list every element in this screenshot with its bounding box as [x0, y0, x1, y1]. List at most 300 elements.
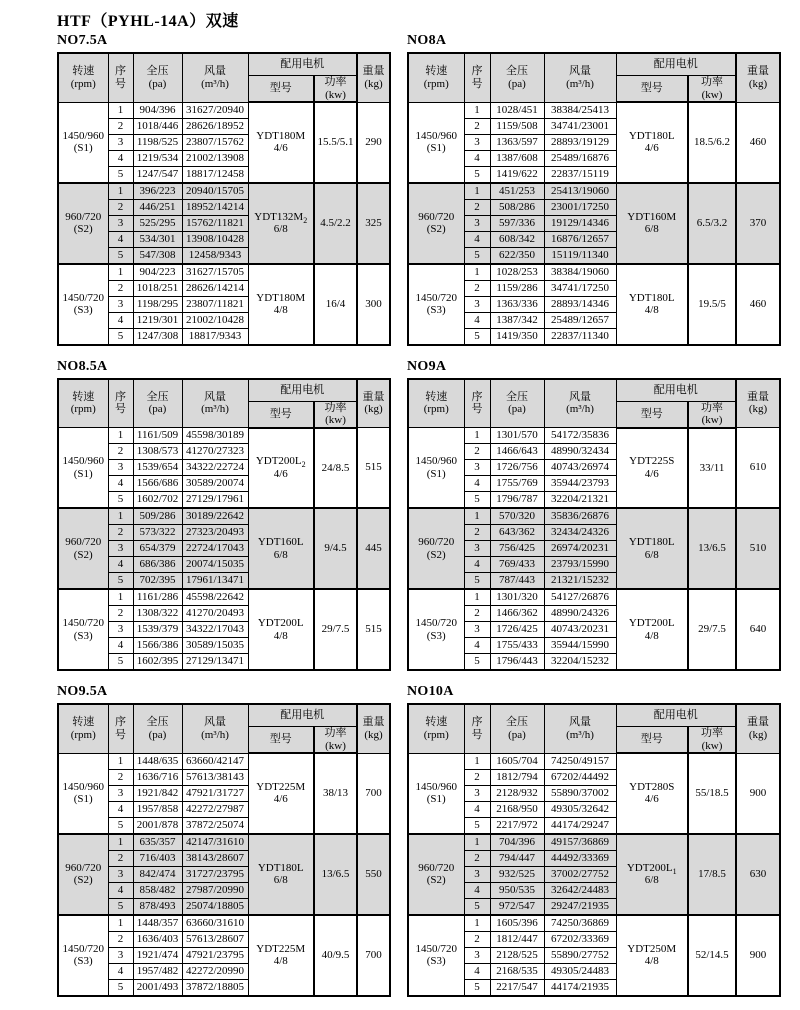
volume-cell: 25489/12657 — [544, 312, 616, 328]
volume-cell: 45598/22642 — [182, 589, 248, 606]
speed-cell: 1450/720 (S3) — [408, 589, 464, 670]
motor-poles: 4/6 — [644, 793, 659, 806]
seq-cell: 1 — [464, 508, 490, 525]
motor-model: YDT225M — [256, 780, 306, 793]
pressure-cell: 842/474 — [133, 866, 182, 882]
volume-cell: 18817/12458 — [182, 166, 248, 183]
pressure-cell: 1159/508 — [490, 118, 544, 134]
pressure-cell: 1301/320 — [490, 589, 544, 606]
weight-cell: 700 — [357, 753, 390, 834]
volume-cell: 28626/14214 — [182, 280, 248, 296]
seq-cell: 4 — [108, 231, 133, 247]
col-volume: 风量 (m³/h) — [182, 53, 248, 102]
seq-cell: 1 — [108, 915, 133, 932]
seq-cell: 3 — [464, 215, 490, 231]
pressure-cell: 1198/295 — [133, 296, 182, 312]
col-seq: 序 号 — [464, 53, 490, 102]
volume-cell: 74250/49157 — [544, 753, 616, 769]
pressure-cell: 1636/403 — [133, 931, 182, 947]
table-section — [407, 33, 795, 346]
seq-cell: 4 — [464, 638, 490, 654]
seq-cell: 5 — [464, 573, 490, 590]
col-model: 型号 — [616, 401, 688, 428]
weight-cell: 550 — [357, 834, 390, 915]
table-slot — [407, 52, 795, 346]
motor-cell — [616, 102, 688, 183]
motor-poles: 4/6 — [644, 142, 659, 155]
motor-cell — [248, 915, 314, 996]
motor-model: $YDT200L_2$ — [255, 455, 306, 470]
speed-cell: 1450/720 (S3) — [58, 915, 108, 996]
pressure-cell: 1419/622 — [490, 166, 544, 183]
volume-cell: 31727/23795 — [182, 866, 248, 882]
volume-cell: 27129/17961 — [182, 492, 248, 509]
motor-poles: 4/6 — [273, 142, 288, 155]
volume-cell: 54127/26876 — [544, 589, 616, 606]
col-weight: 重量 (kg) — [736, 379, 780, 428]
seq-cell: 1 — [108, 264, 133, 281]
motor-cell — [248, 753, 314, 834]
pressure-cell: 1726/425 — [490, 622, 544, 638]
volume-cell: 32642/24483 — [544, 882, 616, 898]
volume-cell: 31627/20940 — [182, 102, 248, 118]
table-row — [408, 753, 780, 769]
volume-cell: 38143/28607 — [182, 850, 248, 866]
volume-cell: 40743/20231 — [544, 622, 616, 638]
seq-cell: 3 — [108, 296, 133, 312]
table-header — [408, 53, 780, 102]
weight-cell: 300 — [357, 264, 390, 345]
volume-cell: 27129/13471 — [182, 654, 248, 671]
pressure-cell: 509/286 — [133, 508, 182, 525]
motor-poles: 4/8 — [273, 955, 288, 967]
col-seq: 序 号 — [464, 379, 490, 428]
speed-cell: 1450/960 (S1) — [58, 428, 108, 509]
pressure-cell: 1387/342 — [490, 312, 544, 328]
motor-cell — [616, 508, 688, 589]
volume-cell: 30589/15035 — [182, 638, 248, 654]
volume-cell: 63660/31610 — [182, 915, 248, 932]
col-weight: 重量 (kg) — [357, 53, 390, 102]
volume-cell: 42272/27987 — [182, 801, 248, 817]
power-cell: 29/7.5 — [314, 589, 357, 670]
volume-cell: 34741/17250 — [544, 280, 616, 296]
volume-cell: 22837/15119 — [544, 166, 616, 183]
volume-cell: 22837/11340 — [544, 328, 616, 345]
col-weight: 重量 (kg) — [357, 704, 390, 753]
volume-cell: 42272/20990 — [182, 963, 248, 979]
pressure-cell: 1466/643 — [490, 444, 544, 460]
table-row — [58, 834, 390, 851]
table-row — [58, 183, 390, 200]
volume-cell: 40743/26974 — [544, 460, 616, 476]
seq-cell: 5 — [108, 492, 133, 509]
weight-cell: 610 — [736, 428, 780, 509]
spec-table-NO9.5A — [57, 703, 391, 997]
pressure-cell: 1161/286 — [133, 589, 182, 606]
table-slot — [57, 52, 407, 346]
table-header — [408, 379, 780, 428]
volume-cell: 23807/15762 — [182, 134, 248, 150]
seq-cell: 1 — [464, 589, 490, 606]
volume-cell: 25489/16876 — [544, 150, 616, 166]
volume-cell: 54172/35836 — [544, 428, 616, 444]
weight-cell: 700 — [357, 915, 390, 996]
motor-poles: 4/8 — [644, 304, 659, 316]
power-cell: 15.5/5.1 — [314, 102, 357, 183]
volume-cell: 74250/36869 — [544, 915, 616, 932]
motor-poles: 4/6 — [644, 467, 659, 480]
col-model: 型号 — [248, 727, 314, 754]
speed-cell: 1450/720 (S3) — [408, 264, 464, 345]
pressure-cell: 2168/950 — [490, 801, 544, 817]
pressure-cell: 1247/547 — [133, 166, 182, 183]
pressure-cell: 1755/433 — [490, 638, 544, 654]
volume-cell: 23807/11821 — [182, 296, 248, 312]
volume-cell: 35944/23793 — [544, 476, 616, 492]
pressure-cell: 1448/357 — [133, 915, 182, 932]
weight-cell: 510 — [736, 508, 780, 589]
pressure-cell: 972/547 — [490, 898, 544, 915]
seq-cell: 3 — [464, 866, 490, 882]
seq-cell: 4 — [108, 963, 133, 979]
volume-cell: 25074/18805 — [182, 898, 248, 915]
seq-cell: 4 — [108, 150, 133, 166]
volume-cell: 32434/24326 — [544, 525, 616, 541]
volume-cell: 20940/15705 — [182, 183, 248, 200]
table-row — [58, 264, 390, 281]
seq-cell: 4 — [464, 882, 490, 898]
motor-model: YDT180M — [256, 291, 306, 304]
pressure-cell: 2217/972 — [490, 817, 544, 834]
volume-cell: 18952/14214 — [182, 199, 248, 215]
power-cell: 17/8.5 — [688, 834, 736, 915]
table-row — [58, 428, 390, 444]
pressure-cell: 1028/451 — [490, 102, 544, 118]
seq-cell: 4 — [108, 312, 133, 328]
weight-cell: 640 — [736, 589, 780, 670]
volume-cell: 13908/10428 — [182, 231, 248, 247]
seq-cell: 5 — [108, 898, 133, 915]
col-model: 型号 — [616, 727, 688, 754]
motor-poles: 6/8 — [644, 548, 659, 561]
table-section — [57, 359, 407, 672]
pressure-cell: 1539/379 — [133, 622, 182, 638]
pressure-cell: 1363/336 — [490, 296, 544, 312]
volume-cell: 55890/37002 — [544, 785, 616, 801]
seq-cell: 2 — [108, 931, 133, 947]
seq-cell: 2 — [464, 280, 490, 296]
volume-cell: 27987/20990 — [182, 882, 248, 898]
col-seq: 序 号 — [108, 379, 133, 428]
col-volume: 风量 (m³/h) — [544, 53, 616, 102]
table-title: NO9.5A — [57, 684, 108, 699]
pressure-cell: 396/223 — [133, 183, 182, 200]
power-cell: 55/18.5 — [688, 753, 736, 834]
seq-cell: 2 — [108, 606, 133, 622]
motor-cell — [616, 428, 688, 509]
pressure-cell: 1755/769 — [490, 476, 544, 492]
motor-cell — [248, 834, 314, 915]
weight-cell: 370 — [736, 183, 780, 264]
volume-cell: 57613/28607 — [182, 931, 248, 947]
motor-model: YDT180L — [628, 291, 675, 304]
power-cell: 4.5/2.2 — [314, 183, 357, 264]
pressure-cell: 1812/794 — [490, 769, 544, 785]
seq-cell: 3 — [464, 785, 490, 801]
table-section — [407, 359, 795, 672]
volume-cell: 48990/24326 — [544, 606, 616, 622]
volume-cell: 49305/24483 — [544, 963, 616, 979]
seq-cell: 2 — [108, 118, 133, 134]
motor-model: YDT180L — [628, 129, 675, 142]
seq-cell: 1 — [464, 753, 490, 769]
motor-cell — [616, 589, 688, 670]
seq-cell: 2 — [464, 769, 490, 785]
motor-poles: 4/6 — [273, 793, 288, 806]
pressure-cell: 1957/482 — [133, 963, 182, 979]
seq-cell: 4 — [464, 801, 490, 817]
col-motor-group: 配用电机 — [616, 379, 736, 402]
volume-cell: 49157/36869 — [544, 834, 616, 851]
power-cell: 33/11 — [688, 428, 736, 509]
table-title: NO7.5A — [57, 33, 108, 48]
col-motor-group: 配用电机 — [248, 53, 357, 76]
pressure-cell: 1726/756 — [490, 460, 544, 476]
volume-cell: 42147/31610 — [182, 834, 248, 851]
pressure-cell: 686/386 — [133, 557, 182, 573]
power-cell: 16/4 — [314, 264, 357, 345]
table-header — [58, 379, 390, 428]
table-row — [408, 915, 780, 932]
pressure-cell: 1198/525 — [133, 134, 182, 150]
pressure-cell: 2001/878 — [133, 817, 182, 834]
motor-model: YDT160L — [257, 536, 304, 549]
col-motor-group: 配用电机 — [616, 704, 736, 727]
motor-model: YDT180L — [257, 861, 304, 874]
seq-cell: 1 — [108, 102, 133, 118]
speed-cell: 1450/960 (S1) — [58, 102, 108, 183]
table-title: NO8.5A — [57, 358, 108, 374]
seq-cell: 4 — [108, 801, 133, 817]
seq-cell: 3 — [464, 622, 490, 638]
col-speed: 转速 (rpm) — [58, 379, 108, 428]
seq-cell: 2 — [464, 444, 490, 460]
volume-cell: 21002/10428 — [182, 312, 248, 328]
table-slot — [57, 378, 407, 672]
seq-cell: 2 — [464, 931, 490, 947]
seq-cell: 1 — [108, 428, 133, 444]
col-power: 功率 (kw) — [688, 76, 736, 103]
pressure-cell: 950/535 — [490, 882, 544, 898]
pressure-cell: 446/251 — [133, 199, 182, 215]
table-section — [57, 33, 407, 346]
pressure-cell: 1921/474 — [133, 947, 182, 963]
table-row — [58, 753, 390, 769]
table-row — [408, 834, 780, 851]
motor-poles: 6/8 — [273, 223, 288, 235]
volume-cell: 38384/19060 — [544, 264, 616, 281]
volume-cell: 28893/19129 — [544, 134, 616, 150]
volume-cell: 44174/29247 — [544, 817, 616, 834]
weight-cell: 325 — [357, 183, 390, 264]
col-model: 型号 — [248, 76, 314, 103]
table-row — [408, 264, 780, 281]
pressure-cell: 1161/509 — [133, 428, 182, 444]
pressure-cell: 1796/443 — [490, 654, 544, 671]
spec-table-NO8A — [407, 52, 781, 346]
seq-cell: 1 — [464, 915, 490, 932]
volume-cell: 16876/12657 — [544, 231, 616, 247]
pressure-cell: 654/379 — [133, 541, 182, 557]
table-slot — [407, 378, 795, 672]
motor-model: YDT200L — [257, 617, 304, 630]
speed-cell: 1450/960 (S1) — [408, 102, 464, 183]
weight-cell: 900 — [736, 915, 780, 996]
col-volume: 风量 (m³/h) — [544, 379, 616, 428]
table-title: NO10A — [407, 684, 454, 699]
pressure-cell: 704/396 — [490, 834, 544, 851]
seq-cell: 5 — [108, 247, 133, 264]
pressure-cell: 525/295 — [133, 215, 182, 231]
seq-cell: 1 — [108, 753, 133, 769]
col-weight: 重量 (kg) — [736, 704, 780, 753]
pressure-cell: 451/253 — [490, 183, 544, 200]
seq-cell: 3 — [108, 215, 133, 231]
pressure-cell: 1018/251 — [133, 280, 182, 296]
volume-cell: 15119/11340 — [544, 247, 616, 264]
table-row — [58, 915, 390, 932]
seq-cell: 4 — [464, 312, 490, 328]
volume-cell: 37872/25074 — [182, 817, 248, 834]
power-cell: 40/9.5 — [314, 915, 357, 996]
volume-cell: 20074/15035 — [182, 557, 248, 573]
pressure-cell: 1605/396 — [490, 915, 544, 932]
seq-cell: 3 — [108, 541, 133, 557]
pressure-cell: 1028/253 — [490, 264, 544, 281]
pressure-cell: 1957/858 — [133, 801, 182, 817]
pressure-cell: 1387/608 — [490, 150, 544, 166]
col-volume: 风量 (m³/h) — [182, 379, 248, 428]
table-title: NO8A — [407, 33, 447, 48]
pressure-cell: 932/525 — [490, 866, 544, 882]
seq-cell: 5 — [464, 166, 490, 183]
volume-cell: 47921/23795 — [182, 947, 248, 963]
motor-poles: 4/8 — [273, 629, 288, 642]
motor-model: $YDT200L_1$ — [626, 861, 677, 876]
seq-cell: 3 — [464, 541, 490, 557]
motor-model: YDT180L — [628, 536, 675, 549]
col-speed: 转速 (rpm) — [58, 53, 108, 102]
volume-cell: 63660/42147 — [182, 753, 248, 769]
seq-cell: 4 — [464, 963, 490, 979]
seq-cell: 5 — [464, 247, 490, 264]
seq-cell: 2 — [108, 199, 133, 215]
volume-cell: 38384/25413 — [544, 102, 616, 118]
volume-cell: 31627/15705 — [182, 264, 248, 281]
motor-model: YDT280S — [629, 780, 675, 793]
table-section — [57, 684, 407, 997]
motor-model: YDT225S — [629, 455, 675, 468]
pressure-cell: 2168/535 — [490, 963, 544, 979]
tables-grid — [57, 33, 795, 1010]
volume-cell: 45598/30189 — [182, 428, 248, 444]
pressure-cell: 1636/716 — [133, 769, 182, 785]
table-row — [408, 589, 780, 606]
motor-poles: 6/8 — [644, 223, 659, 235]
speed-cell: 1450/960 (S1) — [58, 753, 108, 834]
volume-cell: 17961/13471 — [182, 573, 248, 590]
weight-cell: 900 — [736, 753, 780, 834]
col-motor-group: 配用电机 — [248, 704, 357, 727]
volume-cell: 25413/19060 — [544, 183, 616, 200]
pressure-cell: 904/396 — [133, 102, 182, 118]
pressure-cell: 608/342 — [490, 231, 544, 247]
volume-cell: 30589/20074 — [182, 476, 248, 492]
pressure-cell: 2001/493 — [133, 979, 182, 996]
power-cell: 9/4.5 — [314, 508, 357, 589]
motor-model-subscript: 2 — [303, 215, 308, 225]
col-pressure: 全压 (pa) — [133, 379, 182, 428]
motor-poles: 6/8 — [644, 874, 659, 886]
table-slot — [57, 703, 407, 997]
seq-cell: 3 — [108, 460, 133, 476]
pressure-cell: 1602/702 — [133, 492, 182, 509]
power-cell: 38/13 — [314, 753, 357, 834]
table-section — [407, 684, 795, 997]
seq-cell: 3 — [108, 134, 133, 150]
speed-cell: 960/720 (S2) — [58, 183, 108, 264]
table-row — [58, 508, 390, 525]
volume-cell: 19129/14346 — [544, 215, 616, 231]
power-cell: 13/6.5 — [314, 834, 357, 915]
col-speed: 转速 (rpm) — [58, 704, 108, 753]
pressure-cell: 622/350 — [490, 247, 544, 264]
seq-cell: 5 — [464, 654, 490, 671]
col-pressure: 全压 (pa) — [490, 704, 544, 753]
motor-poles: 4/8 — [644, 955, 659, 967]
pressure-cell: 1812/447 — [490, 931, 544, 947]
pressure-cell: 769/433 — [490, 557, 544, 573]
spec-table-NO7.5A — [57, 52, 391, 346]
seq-cell: 4 — [108, 557, 133, 573]
seq-cell: 3 — [464, 134, 490, 150]
col-seq: 序 号 — [108, 704, 133, 753]
power-cell: 52/14.5 — [688, 915, 736, 996]
pressure-cell: 1363/597 — [490, 134, 544, 150]
speed-cell: 960/720 (S2) — [408, 508, 464, 589]
volume-cell: 49305/32642 — [544, 801, 616, 817]
power-cell: 24/8.5 — [314, 428, 357, 509]
volume-cell: 48990/32434 — [544, 444, 616, 460]
motor-cell — [248, 264, 314, 345]
volume-cell: 35944/15990 — [544, 638, 616, 654]
motor-cell — [616, 264, 688, 345]
seq-cell: 5 — [108, 654, 133, 671]
motor-model: YDT250M — [627, 942, 677, 955]
motor-cell — [248, 102, 314, 183]
col-model: 型号 — [616, 76, 688, 103]
pressure-cell: 1466/362 — [490, 606, 544, 622]
table-row — [408, 183, 780, 200]
pressure-cell: 2217/547 — [490, 979, 544, 996]
pressure-cell: 2128/932 — [490, 785, 544, 801]
seq-cell: 1 — [464, 834, 490, 851]
pressure-cell: 1921/842 — [133, 785, 182, 801]
volume-cell: 41270/27323 — [182, 444, 248, 460]
motor-cell — [248, 183, 314, 264]
pressure-cell: 904/223 — [133, 264, 182, 281]
